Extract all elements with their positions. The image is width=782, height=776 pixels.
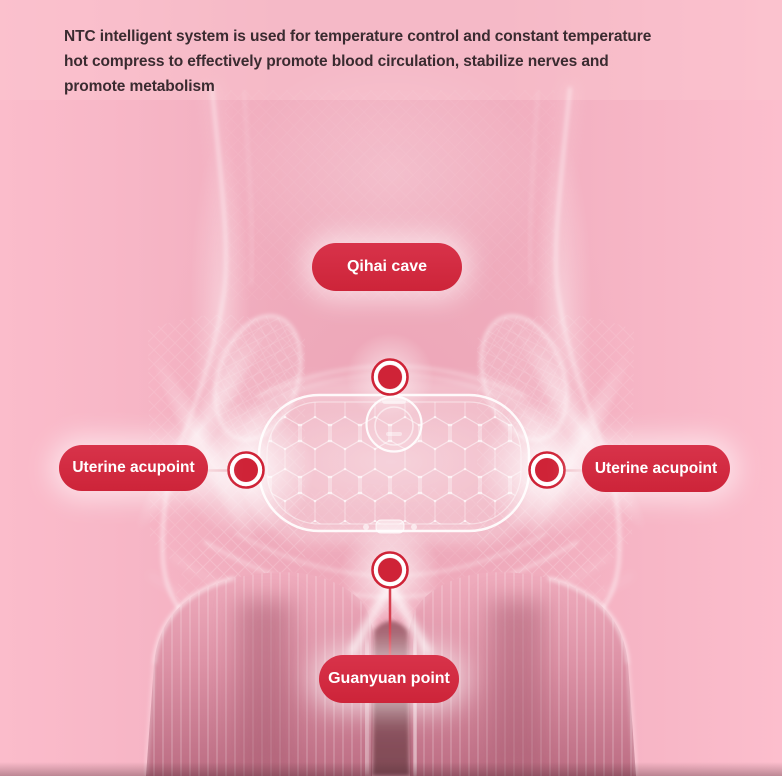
acupoint-label-qihai-text: Qihai cave	[346, 258, 428, 275]
acupoint-label-qihai	[312, 243, 462, 291]
description-line-2: hot compress to effectively promote blood circulation, stabilize nerves and	[64, 52, 609, 70]
heating-pad-device	[250, 388, 540, 536]
acupoint-label-uterine-left	[59, 445, 208, 491]
description-line-3: promote metabolism	[64, 77, 215, 95]
description-line-1: NTC intelligent system is used for temperature control and constant temperature	[64, 27, 652, 45]
device-dial	[367, 397, 422, 452]
acupoint-label-guanyuan	[319, 655, 459, 703]
acupoint-label-uterine-right	[582, 445, 730, 492]
description-text	[64, 24, 651, 99]
bottom-vignette	[0, 762, 782, 776]
acupoint-label-guanyuan-text: Guanyuan point	[328, 670, 450, 687]
acupoint-label-uterine-left-text: Uterine acupoint	[72, 459, 195, 476]
acupoint-label-uterine-right-text: Uterine acupoint	[594, 459, 718, 477]
